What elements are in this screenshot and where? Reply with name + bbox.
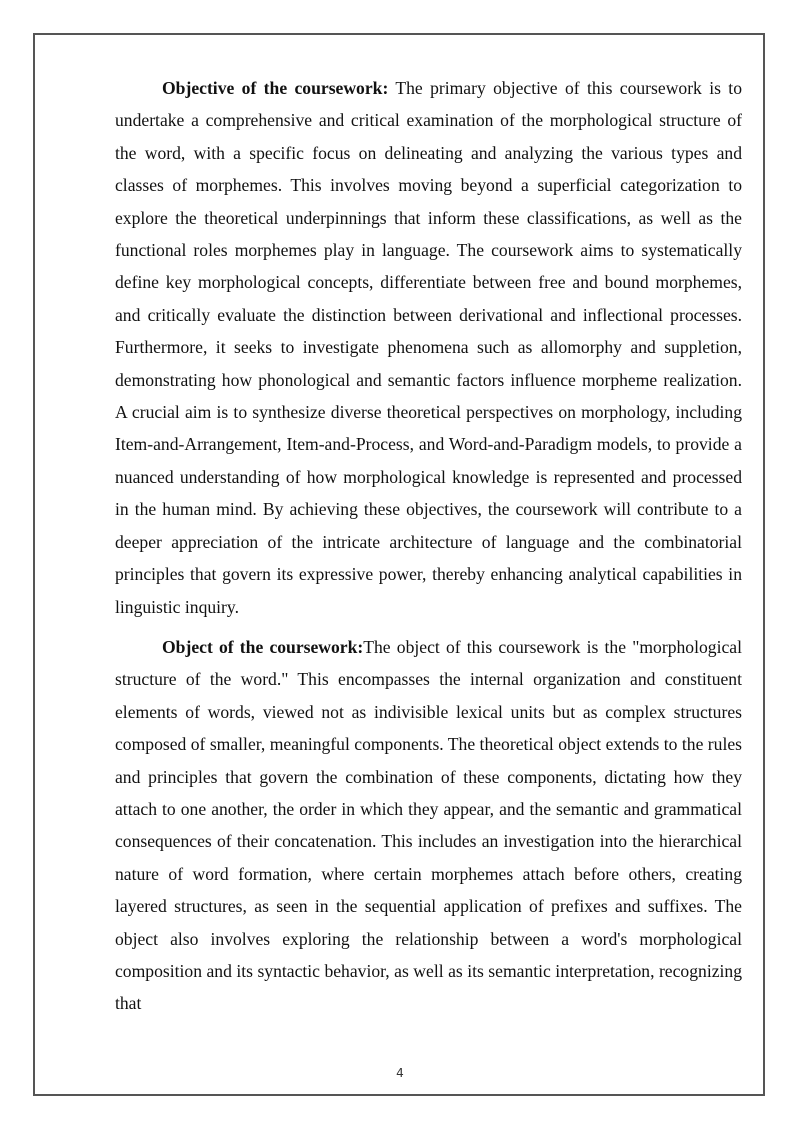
object-heading: Object of the coursework:: [162, 636, 364, 657]
document-body: [115, 72, 742, 1020]
objective-paragraph: [115, 72, 742, 623]
object-paragraph: [115, 631, 742, 1020]
objective-heading: Objective of the coursework:: [162, 78, 389, 98]
page-number: 4: [396, 1066, 404, 1080]
objective-text: The primary objective of this coursework is to undertake a comprehensive and critical examination of the morphological structure of the word, with a specific focus on delineating and analyzing the various types and classes of morphemes. This involves moving beyond a superficial categorization to explore the theoretical underpinnings that inform these classifications, as well as the functional roles morphemes play in language. The coursework aims to systematically define key morphological concepts, differentiate between free and bound morphemes, and critically evaluate the distinction between derivational and inflectional processes. Furthermore, it seeks to investigate phenomena such as allomorphy and suppletion, demonstrating how phonological and semantic factors influence morpheme realization. A crucial aim is to synthesize diverse theoretical perspectives on morphology, including Item-and-Arrangement, Item-and-Process, and Word-and-Paradigm models, to provide a nuanced understanding of how morphological knowledge is represented and processed in the human mind. By achieving these objectives, the coursework will contribute to a deeper appreciation of the intricate architecture of language and the combinatorial principles that govern its expressive power, thereby enhancing analytical capabilities in linguistic inquiry.: [115, 78, 742, 617]
object-text: The object of this coursework is the "morphological structure of the word." This encompasses the internal organization and constituent elements of words, viewed not as indivisible lexical units but as complex structures composed of smaller, meaningful components. The theoretical object extends to the rules and principles that govern the combination of these components, dictating how they attach to one another, the order in which they appear, and the semantic and grammatical consequences of their concatenation. This includes an investigation into the hierarchical nature of word formation, where certain morphemes attach before others, creating layered structures, as seen in the sequential application of prefixes and suffixes. The object also involves exploring the relationship between a word's morphological composition and its syntactic behavior, as well as its semantic interpretation, recognizing that: [115, 636, 742, 1014]
